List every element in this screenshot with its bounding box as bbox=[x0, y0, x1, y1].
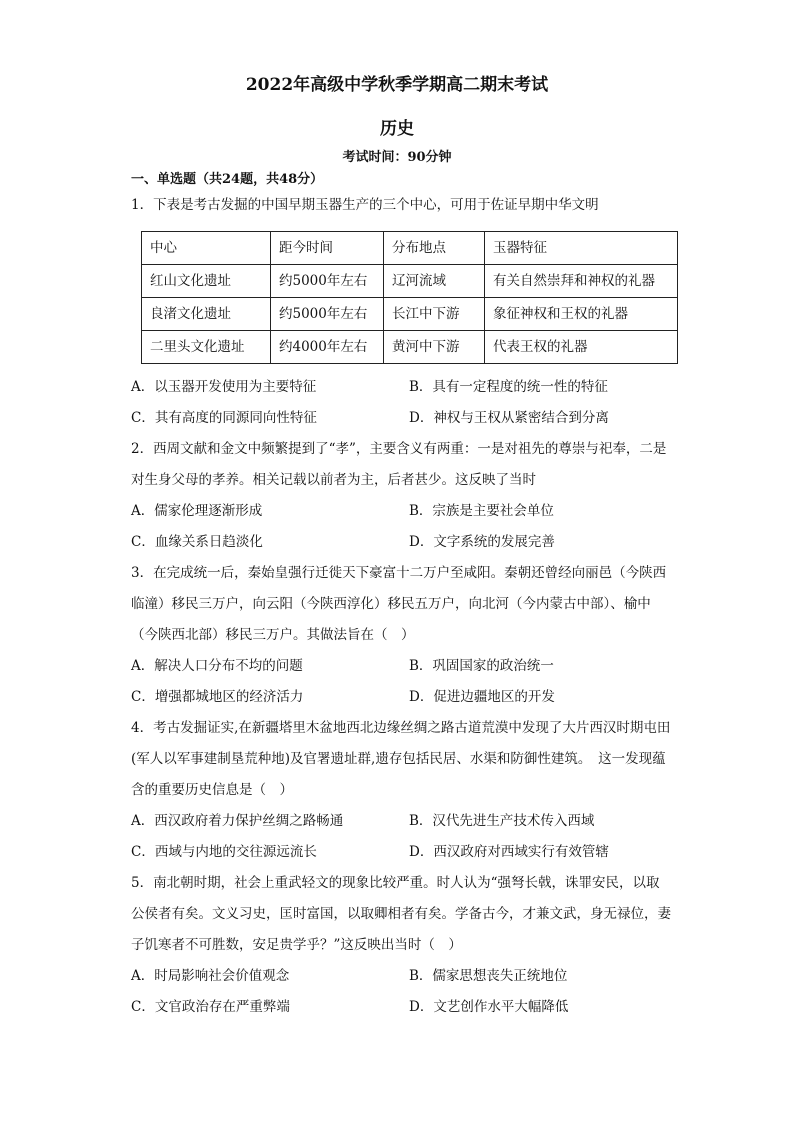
table-header-cell: 中心 bbox=[142, 232, 271, 265]
option-d[interactable]: D．文字系统的发展完善 bbox=[409, 534, 555, 550]
option-d[interactable]: D．文艺创作水平大幅降低 bbox=[409, 999, 569, 1015]
option-a[interactable]: A．时局影响社会价值观念 bbox=[131, 968, 290, 984]
option-d[interactable]: D．神权与王权从紧密结合到分离 bbox=[409, 410, 609, 426]
question-3 bbox=[131, 558, 671, 713]
table-row bbox=[142, 265, 678, 298]
option-c[interactable]: C．文官政治存在严重弊端 bbox=[131, 999, 290, 1015]
option-b[interactable]: B．具有一定程度的统一性的特征 bbox=[409, 379, 608, 395]
option-c[interactable]: C．西域与内地的交往源远流长 bbox=[131, 844, 317, 860]
answer-options bbox=[131, 806, 671, 868]
table-row bbox=[142, 331, 678, 364]
table-cell: 有关自然崇拜和神权的礼器 bbox=[485, 265, 678, 298]
question-4 bbox=[131, 713, 671, 868]
answer-options bbox=[131, 372, 671, 434]
table-cell: 二里头文化遗址 bbox=[142, 331, 271, 364]
table-cell: 象征神权和王权的礼器 bbox=[485, 298, 678, 331]
option-d[interactable]: D．西汉政府对西域实行有效管辖 bbox=[409, 844, 609, 860]
table-cell: 良渚文化遗址 bbox=[142, 298, 271, 331]
table-cell: 约5000年左右 bbox=[271, 298, 384, 331]
answer-options bbox=[131, 651, 671, 713]
exam-subject: 历史 bbox=[380, 119, 414, 139]
table-cell: 代表王权的礼器 bbox=[485, 331, 678, 364]
answer-options bbox=[131, 496, 671, 558]
question-stem: 2．西周文献和金文中频繁提到了“孝”，主要含义有两重：一是对祖先的尊崇与祀奉，二是对生身父母的孝养。相关记载以前者为主，后者甚少。这反映了当时 bbox=[131, 441, 667, 488]
option-a[interactable]: A．以玉器开发使用为主要特征 bbox=[131, 379, 317, 395]
table-header-row bbox=[142, 232, 678, 265]
table-header-cell: 分布地点 bbox=[384, 232, 485, 265]
question-5 bbox=[131, 868, 671, 1023]
exam-time: 考试时间：90分钟 bbox=[342, 150, 452, 165]
option-d[interactable]: D．促进边疆地区的开发 bbox=[409, 689, 555, 705]
question-stem: 1．下表是考古发掘的中国早期玉器生产的三个中心，可用于佐证早期中华文明 bbox=[131, 197, 599, 213]
question-stem: 4．考古发掘证实,在新疆塔里木盆地西北边缘丝绸之路古道荒漠中发现了大片西汉时期屯田(军人以军事建制垦荒种地)及官署遗址群,遗存包括民居、水渠和防御性建筑。 这一发现蕴含的重要历史信息是（ ） bbox=[131, 720, 671, 798]
section-heading: 一、单选题（共24题，共48分） bbox=[131, 172, 324, 187]
table-cell: 长江中下游 bbox=[384, 298, 485, 331]
option-c[interactable]: C．其有高度的同源同向性特征 bbox=[131, 410, 317, 426]
option-b[interactable]: B．巩固国家的政治统一 bbox=[409, 658, 554, 674]
option-a[interactable]: A．儒家伦理逐渐形成 bbox=[131, 503, 263, 519]
option-a[interactable]: A．解决人口分布不均的问题 bbox=[131, 658, 303, 674]
option-b[interactable]: B．儒家思想丧失正统地位 bbox=[409, 968, 568, 984]
answer-options bbox=[131, 961, 671, 1023]
option-b[interactable]: B．宗族是主要社会单位 bbox=[409, 503, 554, 519]
question-2 bbox=[131, 434, 671, 558]
question-stem: 5．南北朝时期，社会上重武轻文的现象比较严重。时人认为“强弩长戟，诛罪安民，以取公侯者有矣。文义习史，匡时富国，以取卿相者有矣。学备古今，才兼文武，身无禄位，妻子饥寒者不可胜数，安足贵学乎？”这反映出当时（ ） bbox=[131, 875, 671, 953]
table-cell: 红山文化遗址 bbox=[142, 265, 271, 298]
question-list bbox=[131, 190, 671, 1023]
table-header-cell: 距今时间 bbox=[271, 232, 384, 265]
table-header-cell: 玉器特征 bbox=[485, 232, 678, 265]
question-1 bbox=[131, 190, 671, 434]
table-row bbox=[142, 298, 678, 331]
table-cell: 约5000年左右 bbox=[271, 265, 384, 298]
option-b[interactable]: B．汉代先进生产技术传入西域 bbox=[409, 813, 595, 829]
table-cell: 约4000年左右 bbox=[271, 331, 384, 364]
table-cell: 辽河流域 bbox=[384, 265, 485, 298]
option-c[interactable]: C．血缘关系日趋淡化 bbox=[131, 534, 263, 550]
table-cell: 黄河中下游 bbox=[384, 331, 485, 364]
jade-center-table bbox=[141, 231, 678, 364]
question-stem: 3．在完成统一后，秦始皇强行迁徙天下豪富十二万户至咸阳。秦朝还曾经向丽邑（今陕西临潼）移民三万户，向云阳（今陕西淳化）移民五万户，向北河（今内蒙古中部）、榆中（今陕西北部）移民三万户。其做法旨在（ ） bbox=[131, 565, 667, 643]
option-a[interactable]: A．西汉政府着力保护丝绸之路畅通 bbox=[131, 813, 344, 829]
exam-title: 2022年高级中学秋季学期高二期末考试 bbox=[245, 75, 549, 95]
option-c[interactable]: C．增强都城地区的经济活力 bbox=[131, 689, 304, 705]
